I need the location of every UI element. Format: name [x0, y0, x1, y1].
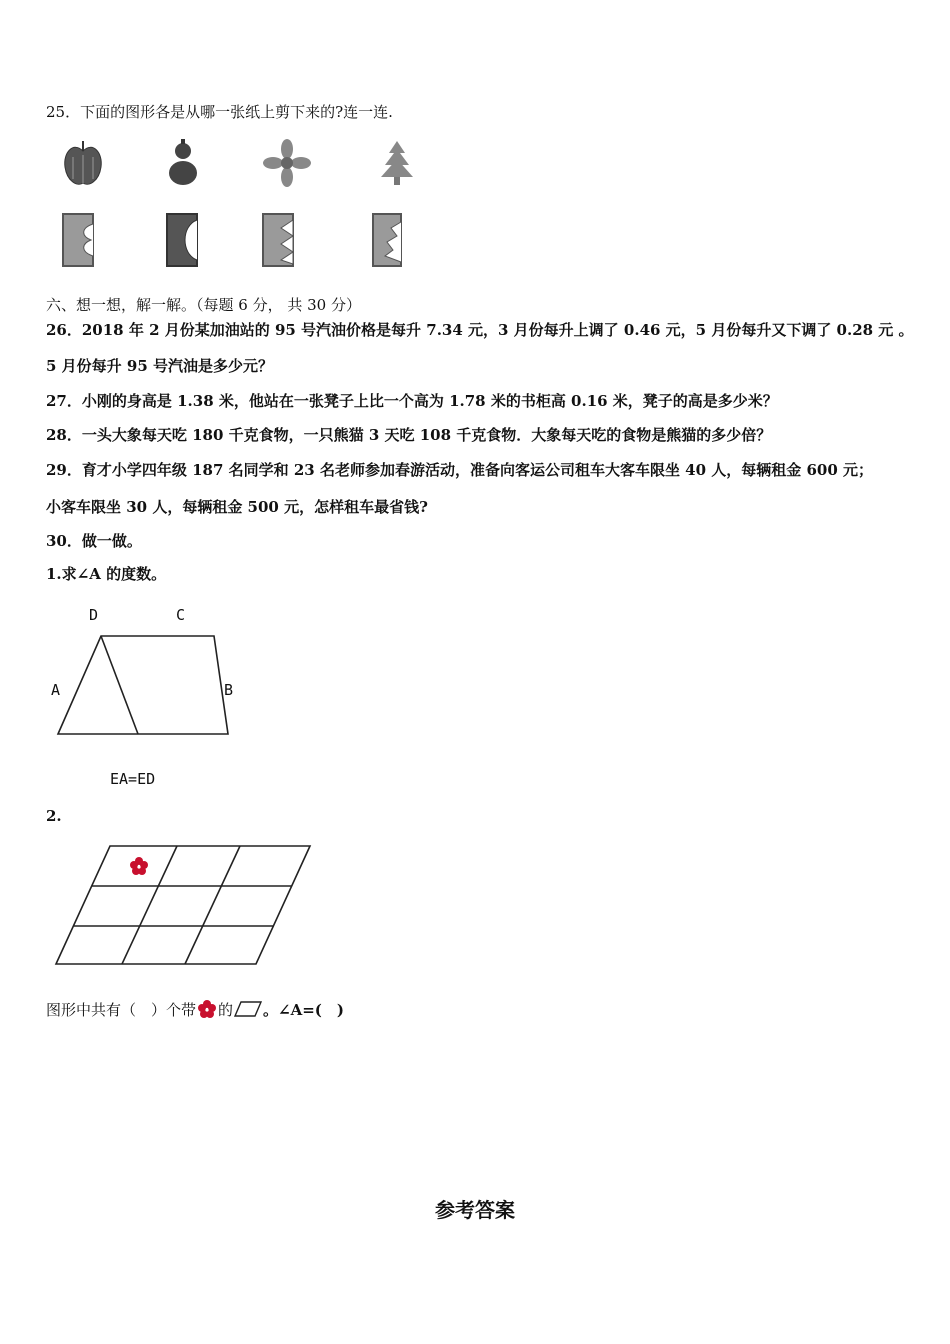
label-c: C — [176, 606, 186, 624]
paper-b — [167, 214, 197, 266]
grid-col-line-2 — [185, 846, 240, 964]
q30-part2-prompt: 2. — [46, 807, 62, 825]
flower-cutout — [263, 139, 311, 187]
q25-text: 25．下面的图形各是从哪一张纸上剪下来的?连一连. — [46, 103, 393, 121]
q26-line1: 26．2018 年 2 月份某加油站的 95 号汽油价格是每升 7.34 元，3 月份每升上调了 0.46 元，5 月份每升又下调了 0.28 元 。 — [46, 321, 914, 339]
answer-pre: 图形中共有（ ）个带 — [46, 1001, 197, 1019]
segment-de — [101, 636, 138, 734]
gourd-cutout — [169, 139, 197, 185]
q29-line1: 29．育才小学四年级 187 名同学和 23 名老师参加春游活动，准备向客运公司租车大客车限坐 40 人，每辆租金 600 元； — [46, 461, 874, 479]
tree-cutout — [381, 141, 413, 185]
flower-icon — [196, 999, 218, 1019]
grid-outline — [56, 846, 310, 964]
flower-icon — [130, 857, 148, 875]
q25-top-shapes — [55, 135, 435, 195]
q27-text: 27．小刚的身高是 1.38 米，他站在一张凳子上比一个高为 1.78 米的书柜高 0.16 米，凳子的高是多少米？ — [46, 392, 778, 410]
label-d: D — [89, 606, 99, 624]
q30-part1-prompt: 1.求∠A 的度数。 — [46, 565, 167, 583]
section6-heading: 六、想一想，解一解。（每题 6 分， 共 30 分） — [46, 296, 361, 314]
trapezoid-figure — [40, 600, 260, 745]
trapezoid-outline — [58, 636, 228, 734]
q26-line2: 5 月份每升 95 号汽油是多少元？ — [46, 357, 273, 375]
q25-bottom-papers — [55, 210, 435, 272]
parallelogram-grid — [50, 840, 320, 970]
condition-ea-ed: EA=ED — [110, 770, 156, 788]
paper-c — [263, 214, 293, 266]
q28-text: 28．一头大象每天吃 180 千克食物，一只熊猫 3 天吃 108 千克食物．大象每天吃的食物是熊猫的多少倍？ — [46, 426, 772, 444]
q30-text: 30．做一做。 — [46, 532, 142, 550]
answers-title: 参考答案 — [435, 1198, 515, 1222]
label-a: A — [51, 681, 61, 699]
q30-part2-answer-line — [46, 999, 344, 1020]
parallelogram-icon — [233, 1000, 263, 1018]
apple-cutout — [65, 141, 102, 184]
q29-line2: 小客车限坐 30 人，每辆租金 500 元，怎样租车最省钱? — [46, 498, 428, 516]
answer-mid: 的 — [218, 1001, 234, 1019]
label-b: B — [224, 681, 234, 699]
paper-a — [63, 214, 93, 266]
paper-d — [373, 214, 401, 266]
answer-post: 。∠A=( ) — [263, 1001, 345, 1019]
